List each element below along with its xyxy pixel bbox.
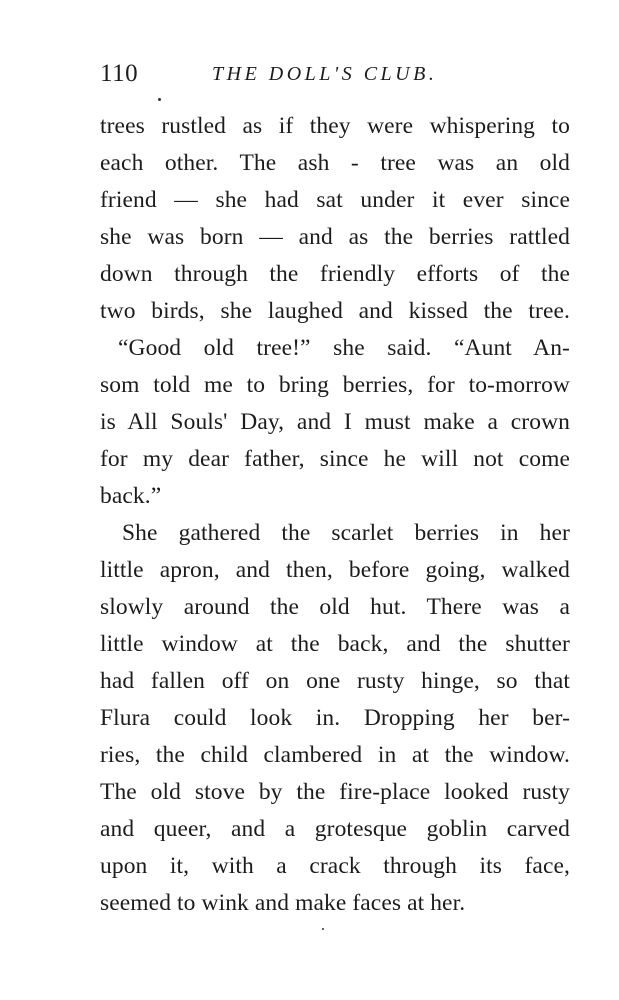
text-line: Flura could look in. Dropping her ber- [100,705,570,731]
paragraph-1 [100,108,570,330]
text-line: and queer, and a grotesque goblin carved [100,816,570,842]
text-line: down through the friendly efforts of the [100,261,570,287]
body-text [100,108,570,922]
text-line: little apron, and then, before going, walked [100,557,570,583]
ink-speck [322,928,324,930]
paragraph-2 [100,330,570,515]
text-line: each other. The ash - tree was an old [100,150,570,176]
paragraph-3 [100,515,570,922]
text-line: som told me to bring berries, for to-morrow [100,372,570,398]
text-line: upon it, with a crack through its face, [100,853,570,879]
ink-speck [158,98,161,101]
text-line: back.” [100,483,162,509]
text-line: is All Souls' Day, and I must make a crown [100,409,570,435]
text-line: ries, the child clambered in at the window. [100,742,570,768]
text-line: trees rustled as if they were whispering to [100,113,570,139]
text-line: The old stove by the fire-place looked rusty [100,779,570,805]
running-title: THE DOLL'S CLUB. [212,63,438,85]
text-line: seemed to wink and make faces at her. [100,890,466,916]
text-line: two birds, she laughed and kissed the tree. [100,298,570,324]
page-header [100,60,570,94]
text-line: slowly around the old hut. There was a [100,594,570,620]
text-line: She gathered the scarlet berries in her [122,520,570,546]
text-line: “Good old tree!” she said. “Aunt An- [118,335,570,361]
text-line: she was born — and as the berries rattled [100,224,570,250]
text-line: for my dear father, since he will not come [100,446,570,472]
text-line: friend — she had sat under it ever since [100,187,570,213]
page-number: 110 [100,60,139,87]
text-line: little window at the back, and the shutter [100,631,570,657]
text-line: had fallen off on one rusty hinge, so that [100,668,570,694]
